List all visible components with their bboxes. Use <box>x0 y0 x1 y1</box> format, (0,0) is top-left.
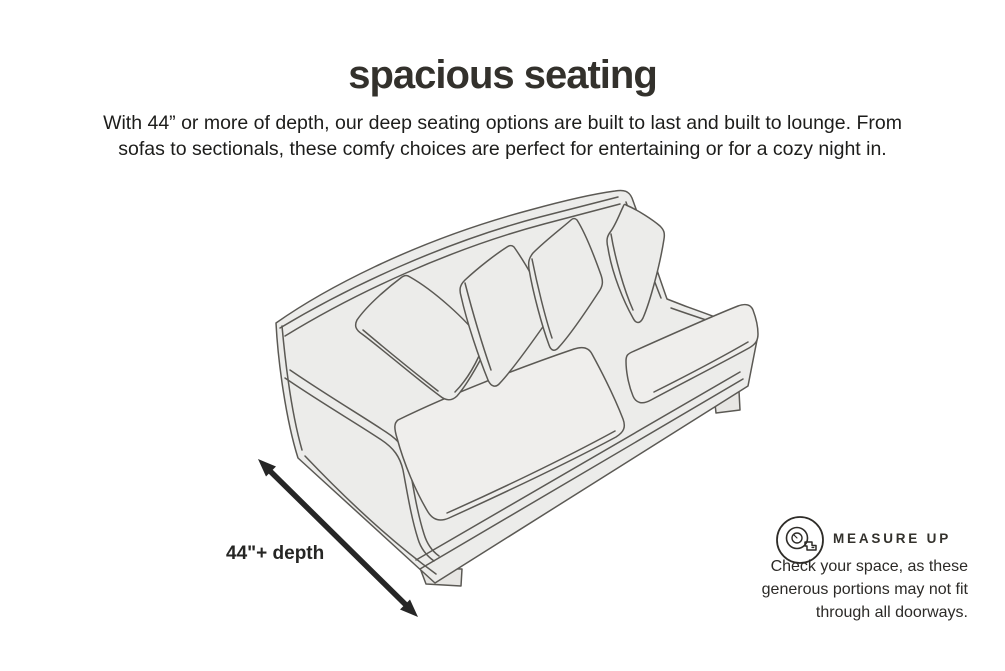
intro-line-2: sofas to sectionals, these comfy choices are perfect for entertaining or for a cozy night in. <box>118 137 887 160</box>
intro-line-1: With 44” or more of depth, our deep seating options are built to last and built to lounge. From <box>103 112 902 134</box>
depth-label: 44"+ depth <box>226 543 325 564</box>
measure-note-line-2: generous portions may not fit <box>761 581 968 598</box>
page-title: spacious seating <box>348 53 657 97</box>
measure-up-note <box>735 555 968 624</box>
measure-note-line-3: through all doorways. <box>815 604 968 621</box>
measure-up-title: MEASURE UP <box>833 531 952 546</box>
intro-paragraph <box>0 111 1005 162</box>
measure-note-line-1: Check your space, as these <box>770 558 968 575</box>
